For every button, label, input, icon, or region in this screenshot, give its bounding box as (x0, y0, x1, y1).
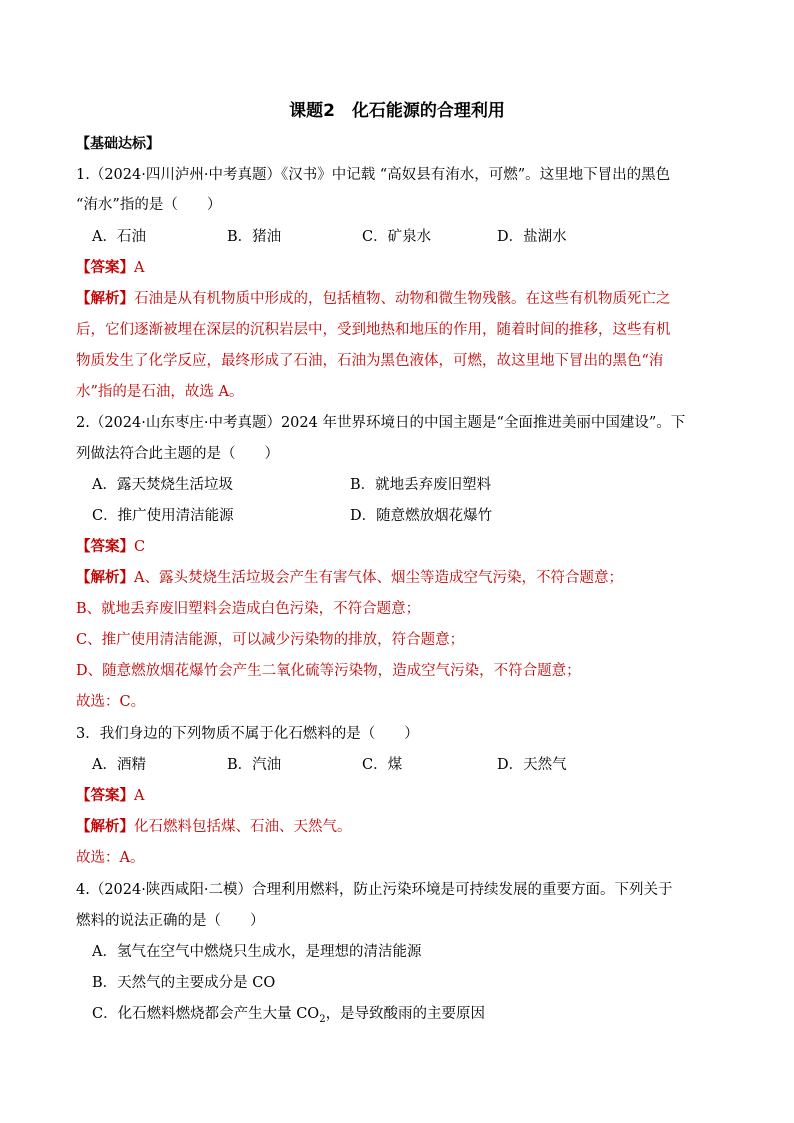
q1-option-a: A．石油 (92, 229, 146, 245)
q2-analysis-line5: 故选：C。 (76, 694, 146, 710)
q3-option-c: C．煤 (362, 757, 403, 773)
q3-options (92, 755, 742, 775)
q1-analysis-line1: 【解析】石油是从有机物质中形成的，包括植物、动物和微生物残骸。在这些有机物质死亡之 (76, 290, 671, 307)
q3-analysis-line1: 【解析】化石燃料包括煤、石油、天然气。 (76, 818, 352, 835)
q2-options-row2 (92, 506, 742, 526)
q1-stem-line2: “洧水”指的是（ ） (76, 197, 222, 213)
q4-option-a: A．氢气在空气中燃烧只生成水，是理想的清洁能源 (92, 944, 422, 960)
q2-option-a: A．露天焚烧生活垃圾 (92, 477, 233, 493)
q3-stem-line1: 3．我们身边的下列物质不属于化石燃料的是（ ） (76, 726, 419, 742)
q2-analysis-line1: 【解析】A、露头焚烧生活垃圾会产生有害气体、烟尘等造成空气污染，不符合题意； (76, 569, 623, 586)
q4-stem-line2: 燃料的说法正确的是（ ） (76, 913, 265, 929)
q1-option-d: D．盐湖水 (497, 229, 567, 245)
q1-stem-line1: 1.（2024·四川泸州·中考真题）《汉书》中记载 “高奴县有洧水，可燃”。这里地下冒出的黑色 (76, 167, 671, 183)
q1-analysis-line3: 物质发生了化学反应，最终形成了石油，石油为黑色液体，可燃，故这里地下冒出的黑色“洧 (76, 353, 664, 369)
q1-analysis-line4: 水”指的是石油，故选 A。 (76, 384, 244, 400)
q3-answer: 【答案】A (76, 787, 145, 804)
q2-analysis-line2: B、就地丢弃废旧塑料会造成白色污染，不符合题意； (76, 601, 421, 617)
q2-analysis-line4: D、随意燃放烟花爆竹会产生二氧化硫等污染物，造成空气污染，不符合题意； (76, 663, 581, 679)
q2-option-c: C．推广使用清洁能源 (92, 508, 234, 524)
q2-analysis-line3: C、推广使用清洁能源，可以减少污染物的排放，符合题意； (76, 632, 465, 648)
q4-option-c: C．化石燃料燃烧都会产生大量 $CO_2$，是导致酸雨的主要原因 (92, 1006, 486, 1025)
q1-option-c: C．矿泉水 (362, 229, 432, 245)
section-heading: 【基础达标】 (76, 136, 160, 152)
q2-option-d: D．随意燃放烟花爆竹 (350, 508, 493, 524)
page-title: 课题2 化石能源的合理利用 (289, 101, 505, 121)
q2-stem-line2: 列做法符合此主题的是（ ） (76, 446, 279, 462)
q3-analysis-line2: 故选：A。 (76, 850, 145, 866)
q1-option-b: B．猪油 (227, 229, 282, 245)
q1-options (92, 227, 742, 247)
q3-option-a: A．酒精 (92, 757, 146, 773)
q2-answer: 【答案】C (76, 538, 146, 555)
q4-stem-line1: 4.（2024·陕西咸阳·二模）合理利用燃料，防止污染环境是可持续发展的重要方面。下列关于 (76, 882, 673, 898)
q3-option-b: B．汽油 (227, 757, 282, 773)
q4-option-b: B．天然气的主要成分是 CO (92, 975, 276, 991)
q3-option-d: D．天然气 (497, 757, 567, 773)
q1-analysis-line2: 后，它们逐渐被埋在深层的沉积岩层中，受到地热和地压的作用，随着时间的推移，这些有机 (76, 322, 671, 338)
q2-options-row1 (92, 475, 742, 495)
q2-option-b: B．就地丢弃废旧塑料 (350, 477, 492, 493)
q1-answer: 【答案】A (76, 259, 145, 276)
q2-stem-line1: 2.（2024·山东枣庄·中考真题）2024 年世界环境日的中国主题是“全面推进美丽中国建设”。下 (76, 415, 686, 431)
